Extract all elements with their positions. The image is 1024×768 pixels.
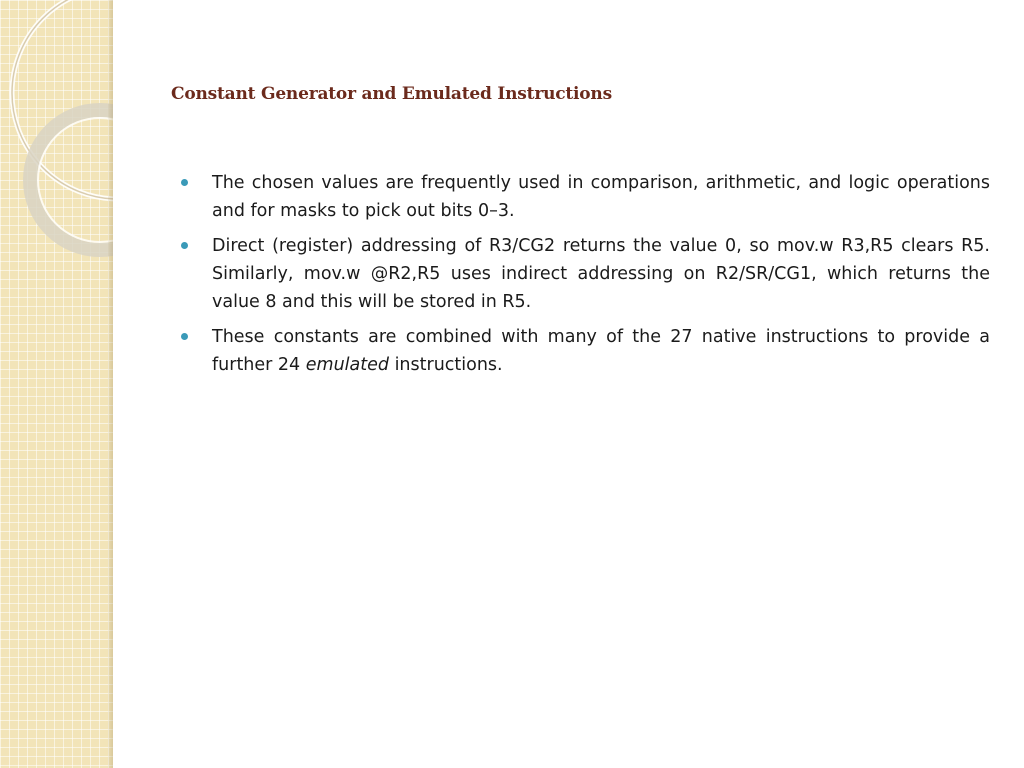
bullet-text: Direct (register) addressing of R3/CG2 returns the value 0, so mov.w R3,R5 clears R5. Similarly, mov.w @R2,R5 uses indirect addressing on R2/SR/CG1, which returns the value 8 and this will be stored in R5. — [212, 236, 990, 312]
bullet-text-after: instructions. — [389, 355, 503, 375]
bullet-item — [212, 323, 990, 379]
slide-title: Constant Generator and Emulated Instructions — [171, 84, 612, 104]
bullet-emphasis: emulated — [305, 355, 389, 375]
bullet-dot-icon — [181, 242, 188, 249]
decorative-circles — [0, 0, 113, 768]
bullet-dot-icon — [181, 179, 188, 186]
bullet-item — [212, 232, 990, 316]
decorative-side-panel — [0, 0, 113, 768]
bullet-text: The chosen values are frequently used in comparison, arithmetic, and logic operations and for masks to pick out bits 0–3. — [212, 173, 990, 221]
bullet-list — [212, 169, 990, 386]
bullet-dot-icon — [181, 333, 188, 340]
bullet-item — [212, 169, 990, 225]
side-panel-edge — [108, 0, 113, 768]
bullet-text-before: These constants are combined with many of the 27 native instructions to provide a further 24 — [212, 327, 990, 375]
